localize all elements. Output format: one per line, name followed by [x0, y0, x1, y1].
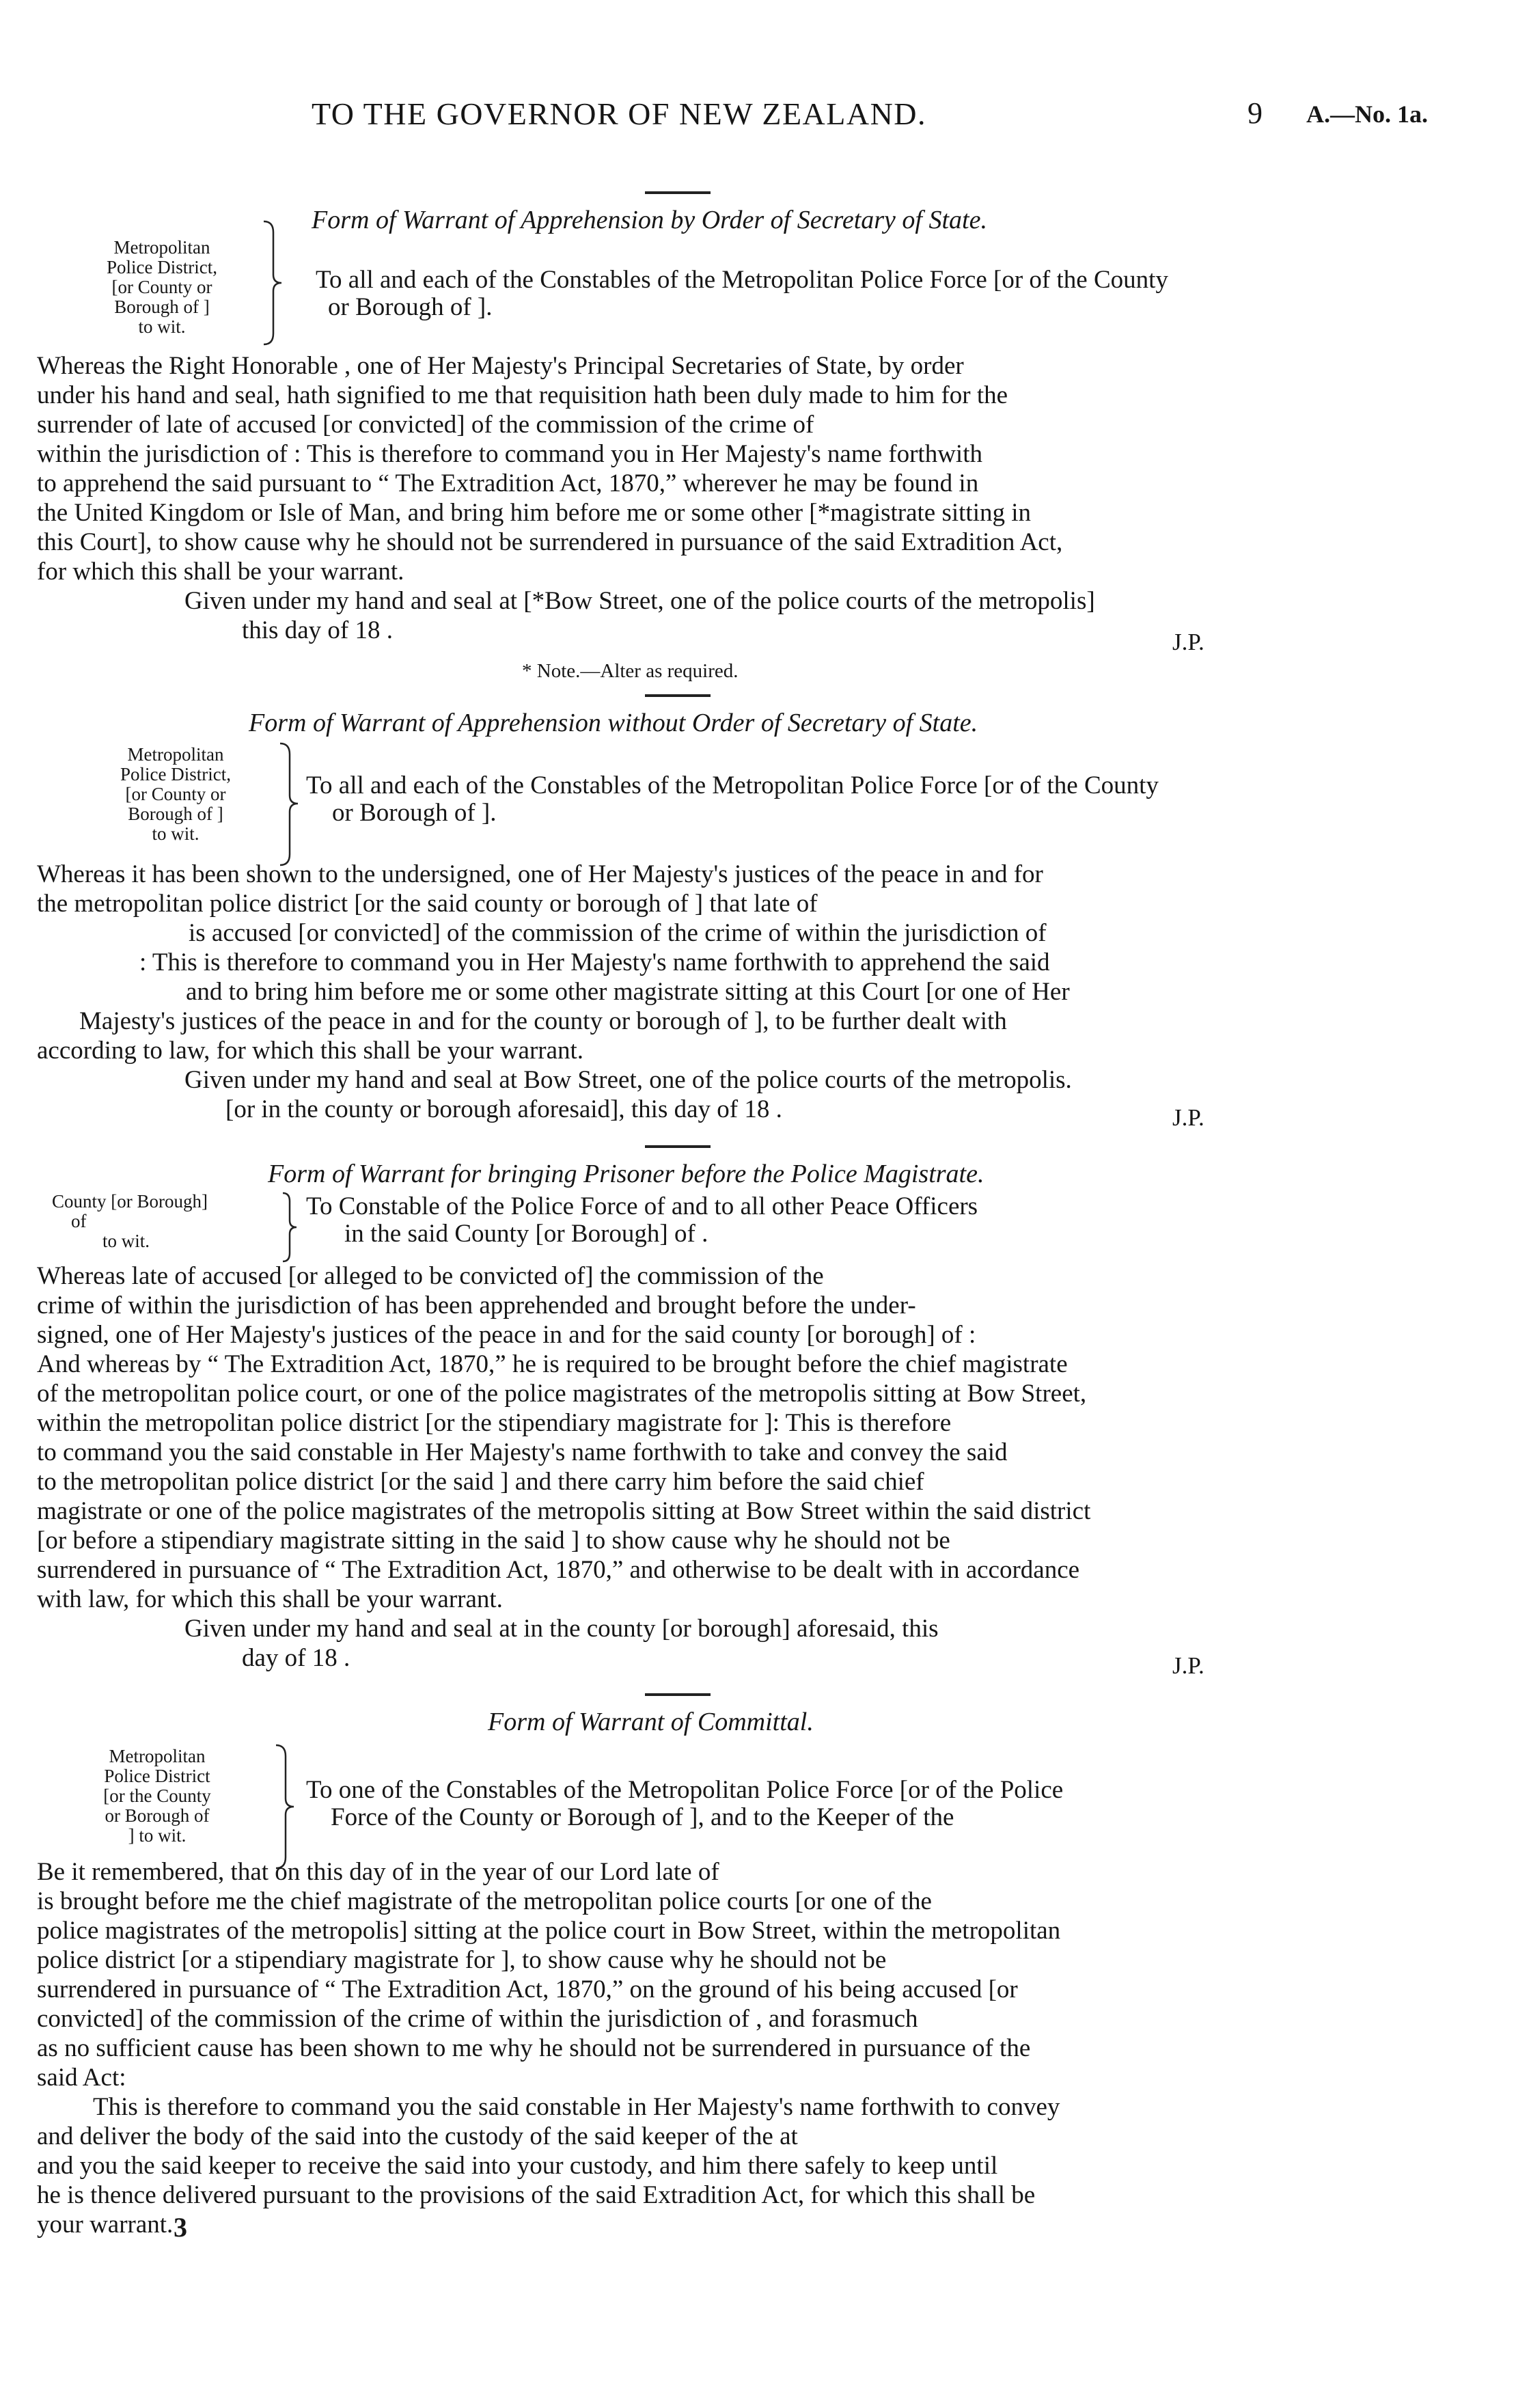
venue-line: or Borough of: [105, 1805, 210, 1826]
right-brace-icon: [276, 741, 303, 868]
address-block: [316, 266, 1168, 321]
page-number: 9: [1248, 96, 1263, 130]
body-line: and you the said keeper to receive the said into your custody, and him there safely to keep until: [37, 2152, 998, 2180]
venue-line: County [or Borough]: [52, 1191, 208, 1212]
address-line: in the said County [or Borough] of .: [344, 1220, 708, 1248]
right-brace-icon: [279, 1190, 302, 1264]
body-line: your warrant.: [37, 2211, 174, 2239]
venue-block: [63, 745, 288, 844]
venue-block: [46, 1192, 272, 1251]
address-block: [306, 1193, 978, 1248]
address-line: To all and each of the Constables of the Metropolitan Police Force [or of the County: [306, 771, 1159, 799]
body-line: Be it remembered, that on this day of in the year of our Lord late of: [37, 1858, 719, 1886]
body-line: according to law, for which this shall be your warrant.: [37, 1037, 584, 1065]
venue-line: Police District,: [107, 257, 217, 277]
signature-mark: 3: [174, 2212, 187, 2243]
address-line: To all and each of the Constables of the Metropolitan Police Force [or of the County: [316, 266, 1168, 294]
signature-jp: J.P.: [1172, 1104, 1204, 1131]
venue-block: [49, 238, 275, 337]
body-line: to apprehend the said pursuant to “ The Extradition Act, 1870,” wherever he may be found in: [37, 469, 979, 497]
signature-jp: J.P.: [1172, 629, 1204, 655]
body-line: and deliver the body of the said into the custody of the said keeper of the at: [37, 2122, 798, 2150]
body-line: this Court], to show cause why he should not be surrendered in pursuance of the said Extradition Act,: [37, 528, 1063, 556]
body-line: within the jurisdiction of : This is therefore to command you in Her Majesty's name forthwith: [37, 440, 982, 468]
body-line: this day of 18 .: [242, 616, 393, 644]
form-body: [37, 1857, 1287, 2239]
venue-line: to wit.: [102, 1231, 150, 1251]
body-line: convicted] of the commission of the crime of within the jurisdiction of , and forasmuch: [37, 2005, 918, 2033]
body-line: And whereas by “ The Extradition Act, 1870,” he is required to be brought before the chief magistrate: [37, 1350, 1068, 1378]
form-title: Form of Warrant of Apprehension by Order of Secretary of State.: [312, 206, 987, 234]
body-line: Whereas it has been shown to the undersigned, one of Her Majesty's justices of the peace in and for: [37, 860, 1043, 888]
document-reference: A.—No. 1a.: [1306, 100, 1428, 128]
venue-line: to wit.: [138, 316, 186, 337]
body-line: Given under my hand and seal at [*Bow Street, one of the police courts of the metropolis]: [184, 587, 1095, 615]
body-line: Whereas the Right Honorable , one of Her Majesty's Principal Secretaries of State, by order: [37, 352, 964, 380]
body-line: said Act:: [37, 2064, 126, 2092]
body-line: surrendered in pursuance of “ The Extradition Act, 1870,” on the ground of his being accused [or: [37, 1975, 1018, 2003]
right-brace-icon: [272, 1742, 299, 1871]
body-line: magistrate or one of the police magistrates of the metropolis sitting at Bow Street within the said district: [37, 1497, 1091, 1525]
body-line: surrendered in pursuance of “ The Extradition Act, 1870,” and otherwise to be dealt with in accordance: [37, 1556, 1080, 1584]
venue-line: Metropolitan: [109, 1746, 206, 1766]
body-line: Majesty's justices of the peace in and for the county or borough of ], to be further dealt with: [79, 1007, 1007, 1035]
form-body: [37, 1261, 1287, 1673]
venue-line: [or County or: [125, 784, 226, 804]
address-block: [306, 1777, 1063, 1831]
body-line: with law, for which this shall be your warrant.: [37, 1585, 503, 1613]
address-line: To one of the Constables of the Metropolitan Police Force [or of the Police: [306, 1776, 1064, 1804]
page-header-title: TO THE GOVERNOR OF NEW ZEALAND.: [312, 96, 927, 131]
form-body: [37, 860, 1287, 1124]
body-line: the metropolitan police district [or the said county or borough of ] that late of: [37, 890, 818, 918]
body-line: of the metropolitan police court, or one of the police magistrates of the metropolis sitting at Bow Street,: [37, 1380, 1087, 1408]
address-line: Force of the County or Borough of ], and to the Keeper of the: [331, 1803, 954, 1831]
signature-jp: J.P.: [1172, 1652, 1204, 1679]
body-line: surrender of late of accused [or convicted] of the commission of the crime of: [37, 411, 814, 439]
body-line: Whereas late of accused [or alleged to be convicted of] the commission of the: [37, 1262, 824, 1290]
body-line: to the metropolitan police district [or the said ] and there carry him before the said chief: [37, 1468, 924, 1496]
right-brace-icon: [260, 219, 287, 347]
body-line: to command you the said constable in Her Majesty's name forthwith to take and convey the said: [37, 1438, 1008, 1466]
venue-line: Metropolitan: [113, 237, 210, 258]
body-line: crime of within the jurisdiction of has been apprehended and brought before the under-: [37, 1291, 916, 1319]
venue-block: [48, 1747, 266, 1846]
venue-line: to wit.: [152, 823, 199, 844]
body-line: the United Kingdom or Isle of Man, and bring him before me or some other [*magistrate sitting in: [37, 499, 1032, 527]
body-line: Given under my hand and seal at in the county [or borough] aforesaid, this: [184, 1615, 939, 1643]
form-title: Form of Warrant of Committal.: [488, 1708, 814, 1736]
body-line: [or in the county or borough aforesaid], this day of 18 .: [225, 1095, 782, 1123]
body-line: [or before a stipendiary magistrate sitting in the said ] to show cause why he should not be: [37, 1527, 950, 1555]
body-line: Given under my hand and seal at Bow Street, one of the police courts of the metropolis.: [184, 1066, 1072, 1094]
address-line: or Borough of ].: [332, 799, 497, 827]
body-line: police district [or a stipendiary magistrate for ], to show cause why he should not be: [37, 1946, 887, 1974]
section-rule: [645, 191, 711, 194]
venue-line: Borough of ]: [114, 297, 210, 317]
body-line: day of 18 .: [242, 1644, 350, 1672]
body-line: police magistrates of the metropolis] sitting at the police court in Bow Street, within the metropolitan: [37, 1917, 1061, 1945]
body-line: is brought before me the chief magistrate of the metropolitan police courts [or one of the: [37, 1887, 932, 1915]
form-title: Form of Warrant of Apprehension without Order of Secretary of State.: [249, 709, 978, 737]
section-rule: [645, 1145, 711, 1148]
body-line: : This is therefore to command you in Her Majesty's name forthwith to apprehend the said: [139, 948, 1050, 976]
body-line: within the metropolitan police district [or the stipendiary magistrate for ]: This is therefore: [37, 1409, 952, 1437]
body-line: for which this shall be your warrant.: [37, 558, 404, 586]
body-line: under his hand and seal, hath signified to me that requisition hath been duly made to him for the: [37, 381, 1008, 409]
section-rule: [645, 694, 711, 697]
venue-line: [or the County: [103, 1786, 211, 1806]
body-line: signed, one of Her Majesty's justices of the peace in and for the said county [or borough] of :: [37, 1321, 976, 1349]
body-line: as no sufficient cause has been shown to me why he should not be surrendered in pursuance of the: [37, 2034, 1031, 2062]
body-line: This is therefore to command you the said constable in Her Majesty's name forthwith to convey: [93, 2093, 1060, 2121]
footnote: * Note.—Alter as required.: [522, 660, 739, 682]
venue-line: Borough of ]: [128, 804, 223, 824]
address-line: or Borough of ].: [328, 293, 493, 321]
venue-line: Metropolitan: [127, 744, 224, 765]
venue-line: of: [71, 1211, 87, 1231]
address-block: [306, 772, 1159, 827]
body-line: is accused [or convicted] of the commission of the crime of within the jurisdiction of: [189, 919, 1047, 947]
form-body: [37, 351, 1287, 645]
venue-line: Police District,: [120, 764, 231, 784]
venue-line: ] to wit.: [128, 1825, 187, 1846]
address-line: To Constable of the Police Force of and to all other Peace Officers: [306, 1192, 978, 1220]
section-rule: [645, 1693, 711, 1696]
body-line: and to bring him before me or some other magistrate sitting at this Court [or one of Her: [186, 978, 1070, 1006]
venue-line: [or County or: [111, 277, 212, 297]
venue-line: Police District: [104, 1766, 210, 1786]
body-line: he is thence delivered pursuant to the provisions of the said Extradition Act, for which this shall be: [37, 2181, 1036, 2209]
form-title: Form of Warrant for bringing Prisoner before the Police Magistrate.: [268, 1160, 984, 1188]
